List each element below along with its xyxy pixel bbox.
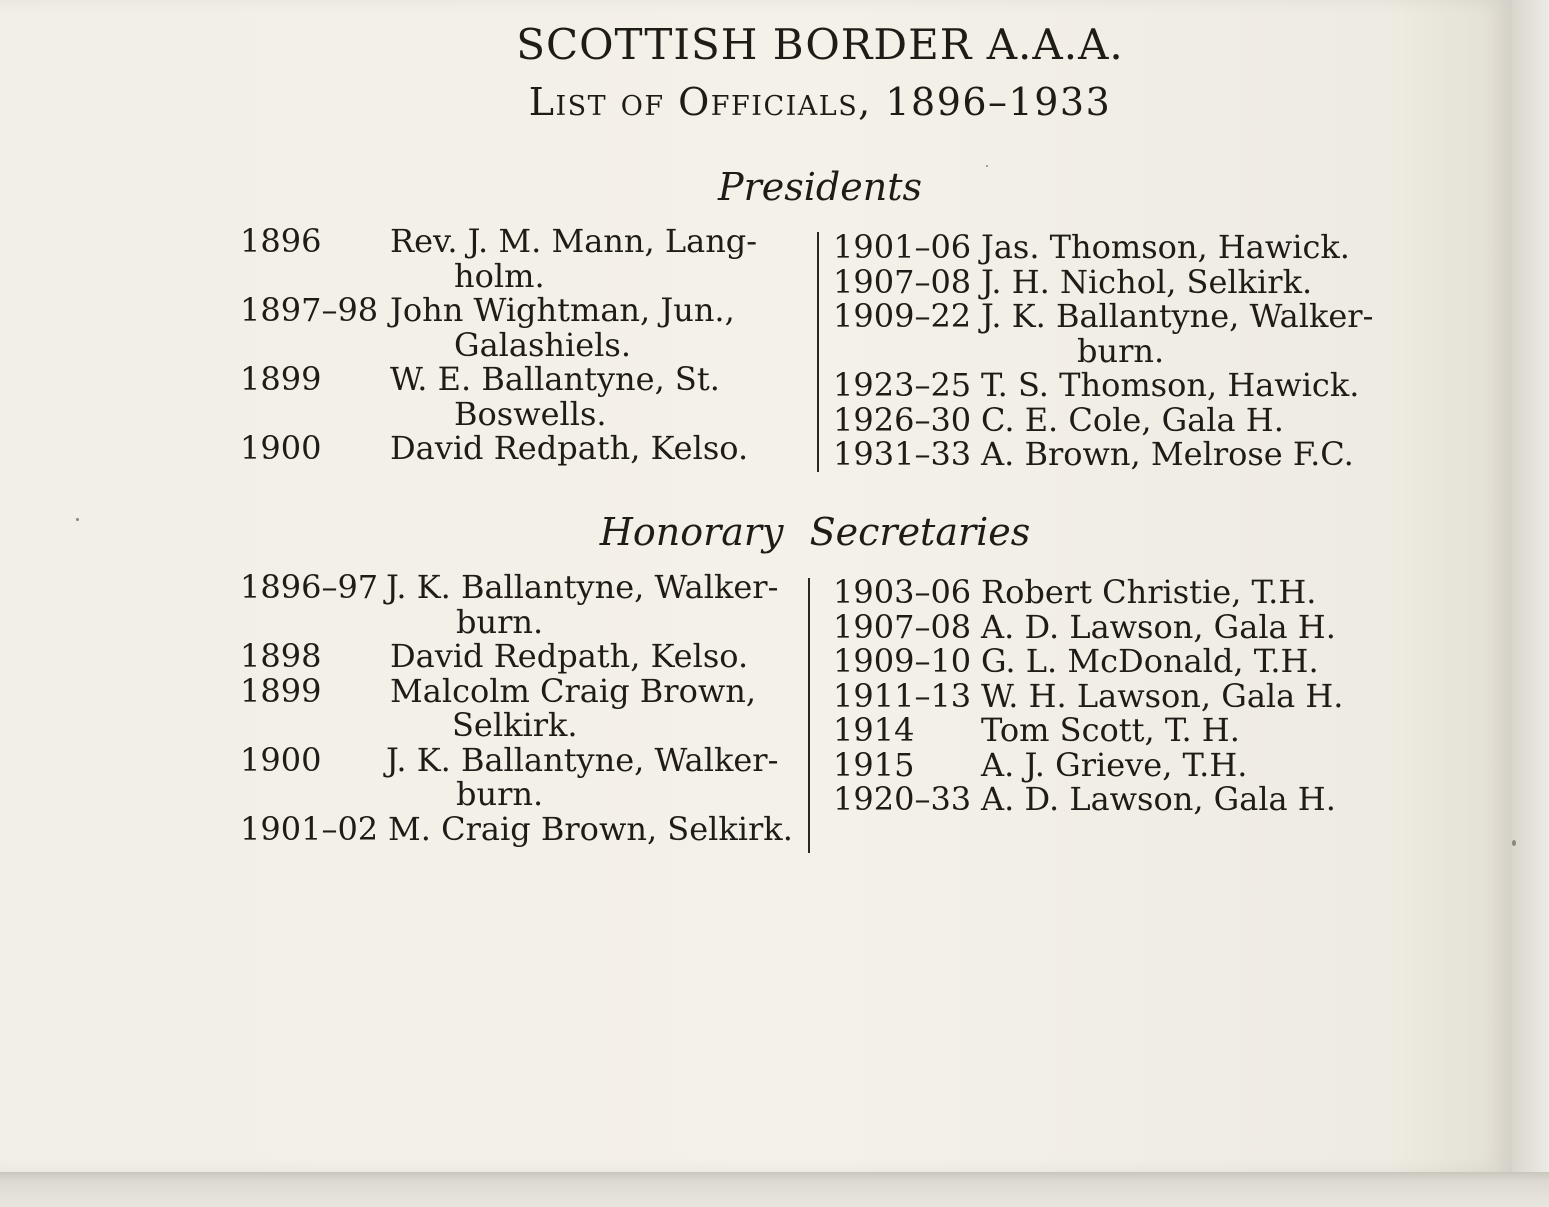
entry-year: 1911–13 [833, 676, 972, 715]
entry-year: 1899 [240, 671, 322, 710]
list-item [240, 809, 800, 848]
entry-name-continuation: burn. [456, 602, 544, 641]
page-subtitle: List of Officials, 1896–1933 [528, 80, 1112, 124]
paper-speck [76, 518, 79, 521]
entry-name-line: W. E. Ballantyne, St. [390, 360, 720, 398]
entry-name-line: J. K. Ballantyne, Walker- [386, 740, 779, 779]
entry-year: 1931–33 [833, 435, 972, 473]
list-item [833, 437, 1393, 472]
entry-name-continuation: Selkirk. [452, 706, 578, 744]
entry-name-continuation: Galashiels. [454, 325, 631, 364]
list-item [240, 570, 800, 639]
list-item [833, 644, 1393, 679]
entry-year: 1923–25 [833, 366, 972, 404]
column-divider [808, 578, 810, 853]
list-item [833, 575, 1393, 610]
list-item [240, 293, 800, 362]
entry-name: A. D. Lawson, Gala H. [981, 780, 1336, 818]
entry-name [390, 293, 800, 362]
presidents-heading: Presidents [718, 165, 922, 209]
list-item [833, 713, 1393, 748]
list-item [240, 224, 800, 293]
entry-year: 1899 [240, 360, 322, 398]
entry-year: 1896–97 [240, 568, 379, 606]
entry-year: 1909–22 [833, 297, 972, 335]
list-item [240, 639, 800, 674]
entry-name: C. E. Cole, Gala H. [981, 400, 1284, 439]
list-item [833, 607, 1393, 646]
entry-name [390, 224, 800, 293]
entry-year: 1915 [833, 745, 915, 784]
entry-name-line: Rev. J. M. Mann, Lang- [390, 222, 758, 260]
list-item [240, 431, 800, 466]
entry-name: Tom Scott, T. H. [981, 711, 1240, 749]
entry-name: W. H. Lawson, Gala H. [981, 676, 1344, 715]
column-divider [817, 232, 819, 472]
entry-name-line: J. K. Ballantyne, Walker- [981, 297, 1374, 335]
entry-year: 1920–33 [833, 780, 972, 818]
entry-name [386, 570, 800, 639]
entry-name-continuation: Boswells. [454, 394, 607, 433]
entry-year: 1900 [240, 429, 322, 467]
entry-year: 1903–06 [833, 573, 972, 611]
paper-speck [1512, 840, 1516, 846]
entry-name [390, 671, 800, 744]
entry-year: 1926–30 [833, 400, 972, 439]
list-item [833, 230, 1393, 265]
entry-year: 1896 [240, 222, 322, 260]
list-item [833, 262, 1393, 301]
list-item [833, 745, 1393, 784]
list-item [240, 740, 800, 813]
entry-name-line: Malcolm Craig Brown, [390, 671, 757, 710]
list-item [240, 671, 800, 744]
entry-name-continuation: burn. [456, 775, 544, 813]
page-bottom-edge [0, 1172, 1549, 1207]
entry-name: A. D. Lawson, Gala H. [981, 607, 1336, 646]
entry-name [981, 299, 1393, 368]
list-item [240, 362, 800, 431]
entry-name-continuation: holm. [454, 256, 545, 295]
entry-year: 1901–02 [240, 809, 379, 848]
entry-name: David Redpath, Kelso. [390, 637, 749, 675]
entry-year: 1901–06 [833, 228, 972, 266]
entry-year: 1897–98 [240, 291, 379, 329]
entry-year: 1900 [240, 740, 322, 779]
entry-name-line: David Redpath, Kelso. [390, 429, 749, 467]
entry-year: 1907–08 [833, 262, 972, 301]
entry-name: Robert Christie, T.H. [981, 573, 1317, 611]
entry-year: 1907–08 [833, 607, 972, 646]
list-item [833, 400, 1393, 439]
page-title: SCOTTISH BORDER A.A.A. [516, 20, 1124, 69]
list-item [833, 782, 1393, 817]
entry-name: Jas. Thomson, Hawick. [981, 228, 1350, 266]
entry-name [390, 431, 800, 466]
entry-year: 1898 [240, 637, 322, 675]
entry-year: 1909–10 [833, 642, 972, 680]
entry-name: J. H. Nichol, Selkirk. [981, 262, 1313, 301]
presidents-right-column [833, 230, 1393, 472]
entry-name-continuation: burn. [1077, 331, 1165, 370]
secretaries-heading: Honorary Secretaries [599, 510, 1031, 554]
entry-name: G. L. McDonald, T.H. [981, 642, 1319, 680]
list-item [833, 368, 1393, 403]
entry-name: M. Craig Brown, Selkirk. [388, 809, 793, 848]
entry-name-line: J. K. Ballantyne, Walker- [386, 568, 779, 606]
entry-name [386, 740, 800, 813]
entry-name: T. S. Thomson, Hawick. [981, 366, 1360, 404]
entry-name: A. J. Grieve, T.H. [981, 745, 1248, 784]
entry-name-line: John Wightman, Jun., [390, 291, 735, 329]
paper-speck [986, 165, 988, 167]
secretaries-right-column [833, 575, 1393, 817]
presidents-left-column [240, 224, 800, 466]
entry-name: A. Brown, Melrose F.C. [981, 435, 1354, 473]
list-item [833, 299, 1393, 368]
entry-name [390, 362, 800, 431]
secretaries-left-column [240, 570, 800, 846]
list-item [833, 676, 1393, 715]
entry-year: 1914 [833, 711, 915, 749]
